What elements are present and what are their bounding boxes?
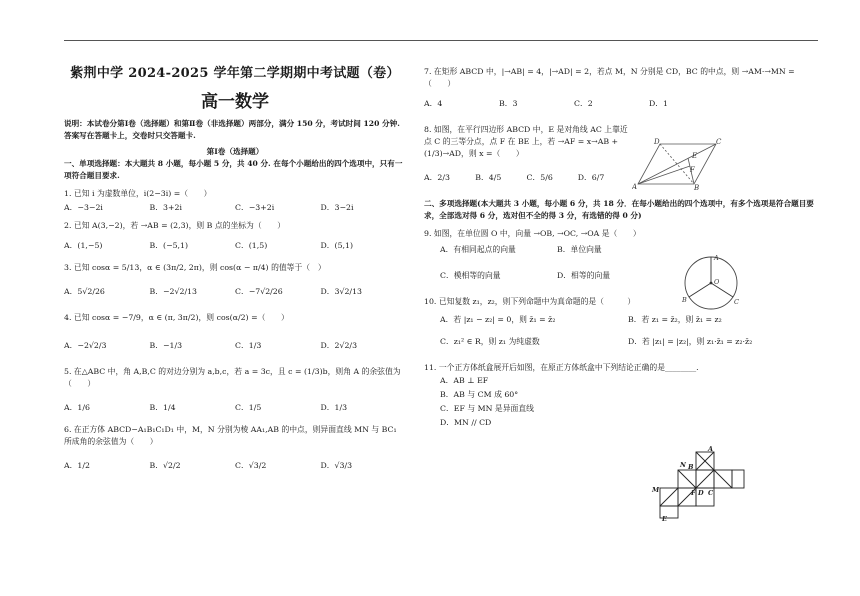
label-e: E (692, 152, 698, 160)
option-d[interactable]: D．若 |z₁| = |z₂|，则 z₁·z̄₁ = z₂·z̄₂ (628, 337, 753, 346)
option-b[interactable]: B．√2/2 (149, 461, 181, 470)
option-d[interactable]: D．1/3 (320, 403, 348, 412)
option-d[interactable]: D．3−2i (320, 203, 354, 212)
option-c[interactable]: C．1/3 (235, 341, 262, 350)
option-c[interactable]: C．−3+2i (235, 203, 275, 212)
label-d: D (654, 138, 660, 146)
label-d: D (698, 489, 704, 497)
question-stem: 7. 在矩形 ABCD 中，|→AB| = 4，|→AD| = 2，若点 M，N 分别是 CD，BC 的中点，则 →AM·→MN =（ ） (424, 67, 795, 88)
option-d[interactable]: D．6/7 (577, 173, 605, 182)
option-b[interactable]: B．3 (499, 99, 518, 108)
option-c[interactable]: C．√3/2 (235, 461, 267, 470)
option-b[interactable]: B．3+2i (149, 203, 182, 212)
option-c[interactable]: C．−7√2/26 (235, 287, 283, 296)
question-6 (64, 424, 406, 472)
question-stem: 8. 如图，在平行四边形 ABCD 中，E 是对角线 AC 上靠近点 C 的三等分点，点 F 在 BE 上，若 →AF = x→AB + (1/3)→AD，则 x =（ ） (424, 125, 628, 158)
option-a[interactable]: A．1/2 (64, 461, 90, 470)
option-a[interactable]: A．−2√2/3 (64, 341, 107, 350)
question-7 (424, 66, 816, 110)
label-n: N (680, 461, 686, 469)
label-c: C (716, 138, 722, 146)
question-4 (64, 312, 406, 352)
label-o: O (714, 278, 720, 286)
subject-title: 高一数学 (201, 92, 269, 112)
option-a[interactable]: A．2/3 (424, 173, 450, 182)
parallelogram-figure (632, 138, 722, 190)
option-b[interactable]: B．(−5,1) (149, 241, 189, 250)
unit-circle-figure (680, 252, 742, 314)
option-a[interactable]: A．有相同起点的向量 (440, 245, 516, 254)
label-a: A (714, 254, 719, 262)
part1-title: 第Ⅰ卷（选择题） (206, 147, 264, 156)
label-b: B (682, 296, 687, 304)
right-column (424, 52, 816, 430)
option-d[interactable]: D．√3/3 (320, 461, 353, 470)
option-a[interactable]: A．−3−2i (64, 203, 103, 212)
option-d[interactable]: D．MN // CD (440, 418, 492, 427)
option-a[interactable]: A．1/6 (64, 403, 90, 412)
question-3 (64, 262, 406, 298)
question-stem: 11. 一个正方体纸盒展开后如图，在原正方体纸盒中下列结论正确的是________. (424, 363, 699, 372)
top-rule (64, 40, 818, 41)
option-c[interactable]: C．5/6 (526, 173, 553, 182)
option-c[interactable]: C．(1,5) (235, 241, 268, 250)
option-b[interactable]: B．4/5 (475, 173, 502, 182)
question-stem: 5. 在△ABC 中，角 A,B,C 的对边分别为 a,b,c，若 a = 3c，且 c = (1/3)b，则角 A 的余弦值为（ ） (64, 367, 401, 388)
question-stem: 9. 如图，在单位圆 O 中，向量 →OB, →OC, →OA 是（ ） (424, 229, 641, 238)
section2-heading: 二、多项选择题(本大题共 3 小题，每小题 6 分，共 18 分．在每小题给出的四个选项中，有多个选项是符合题目要求，全部选对得 6 分，选对但不全的得 3 分，有选错的得 0 分) (424, 199, 814, 220)
question-5 (64, 366, 406, 414)
section1-heading: 一、单项选择题：本大题共 8 小题，每小题 5 分，共 40 分. 在每个小题给出的四个选项中，只有一项符合题目要求. (64, 159, 403, 180)
option-b[interactable]: B．−2√2/13 (149, 287, 197, 296)
label-f: F (691, 489, 696, 497)
option-b[interactable]: B．−1/3 (149, 341, 183, 350)
label-c: C (734, 298, 739, 306)
option-d[interactable]: D．相等的向量 (557, 271, 611, 280)
option-a[interactable]: A．若 |z₁ − z₂| = 0，则 z̄₁ = z̄₂ (440, 315, 556, 324)
question-stem: 3. 已知 cosα = 5/13，α ∈ (3π/2, 2π)，则 cos(α − π/4) 的值等于（ ） (64, 263, 326, 272)
option-c[interactable]: C．2 (574, 99, 593, 108)
label-m: M (652, 486, 660, 494)
option-c[interactable]: C．模相等的向量 (440, 271, 501, 280)
option-a[interactable]: A．AB ⊥ EF (440, 376, 489, 385)
exam-note: 说明：本试卷分第Ⅰ卷（选择题）和第Ⅱ卷（非选择题）两部分，满分 150 分，考试时间 120 分钟. (64, 119, 400, 128)
option-d[interactable]: D．1 (649, 99, 669, 108)
cube-net-figure (636, 444, 748, 522)
option-c[interactable]: C．EF 与 MN 是异面直线 (440, 404, 534, 413)
option-c[interactable]: C．1/5 (235, 403, 262, 412)
label-b: B (688, 463, 694, 471)
option-b[interactable]: B．若 z₁ = z̄₂，则 z̄₁ = z₂ (628, 315, 722, 324)
option-d[interactable]: D．2√2/3 (320, 341, 358, 350)
question-stem: 4. 已知 cosα = −7/9，α ∈ (π, 3π/2)，则 cos(α/2) =（ ） (64, 313, 289, 322)
label-a: A (632, 183, 638, 190)
question-stem: 1. 已知 i 为虚数单位，i(2−3i) =（ ） (64, 189, 212, 198)
option-b[interactable]: B．单位向量 (557, 245, 602, 254)
question-9 (424, 228, 674, 282)
label-c: C (708, 489, 714, 497)
option-d[interactable]: D．3√2/13 (320, 287, 362, 296)
option-b[interactable]: B．1/4 (149, 403, 176, 412)
option-a[interactable]: A．5√2/26 (64, 287, 105, 296)
option-b[interactable]: B．AB 与 CM 成 60° (440, 390, 519, 399)
question-8 (424, 124, 629, 184)
answer-note: 答案写在答题卡上，交卷时只交答题卡. (64, 131, 196, 140)
label-f: F (690, 166, 695, 174)
left-column (64, 52, 406, 472)
label-b: B (694, 184, 700, 190)
label-a: A (708, 445, 714, 453)
label-e: E (662, 515, 667, 522)
question-stem: 6. 在正方体 ABCD−A₁B₁C₁D₁ 中，M，N 分别为棱 AA₁,AB 的中点，则异面直线 MN 与 BC₁ 所成角的余弦值为（ ） (64, 425, 397, 446)
question-1 (64, 188, 406, 214)
option-d[interactable]: D．(5,1) (320, 241, 354, 250)
option-c[interactable]: C．z₁² ∈ R，则 z₁ 为纯虚数 (440, 337, 540, 346)
question-10 (424, 296, 816, 348)
question-stem: 2. 已知 A(3,−2)，若 →AB = (2,3)，则 B 点的坐标为（ ） (64, 221, 286, 230)
question-stem: 10. 已知复数 z₁，z₂，则下列命题中为真命题的是（ ） (424, 297, 636, 306)
option-a[interactable]: A．(1,−5) (64, 241, 103, 250)
question-11 (424, 362, 816, 430)
option-a[interactable]: A．4 (424, 99, 443, 108)
question-2 (64, 220, 406, 252)
exam-title: 紫荆中学 2024-2025 学年第二学期期中考试题（卷） (70, 66, 400, 81)
